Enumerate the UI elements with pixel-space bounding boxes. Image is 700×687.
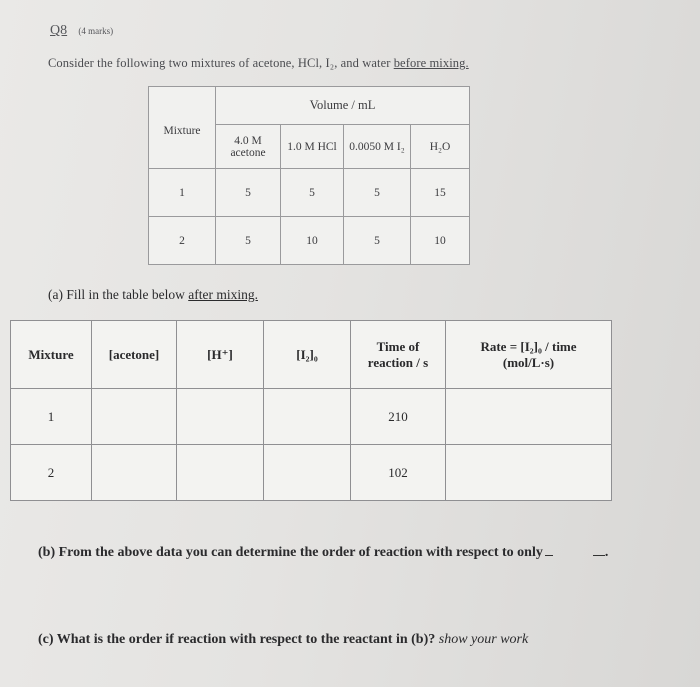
- empty-cell[interactable]: [92, 389, 177, 445]
- part-b-text: (b) From the above data you can determine the order of reaction with respect to only: [38, 545, 543, 560]
- part-b-prompt: (b) From the above data you can determine the order of reaction with respect to only .: [38, 545, 609, 560]
- row-mixture: 2: [11, 445, 92, 501]
- empty-cell[interactable]: [446, 445, 612, 501]
- question-number: Q8: [50, 23, 68, 38]
- empty-cell[interactable]: [92, 445, 177, 501]
- empty-cell[interactable]: [177, 445, 264, 501]
- row-mixture: 2: [149, 217, 216, 265]
- intro-text: [48, 56, 469, 71]
- col-iodine: 0.0050 M I₂: [344, 125, 411, 169]
- cell-value: 5: [216, 169, 281, 217]
- part-c-text: (c) What is the order if reaction with respect to the reactant in (b)?: [38, 632, 439, 647]
- header-time: Time of reaction / s: [351, 321, 446, 389]
- answer-blank[interactable]: [593, 555, 605, 556]
- part-a-underlined: after mixing.: [188, 287, 258, 302]
- table-row: [11, 445, 612, 501]
- table-row: [11, 389, 612, 445]
- intro-underlined: before mixing.: [393, 56, 469, 70]
- cell-value: 10: [281, 217, 344, 265]
- answer-blank[interactable]: [545, 555, 553, 556]
- empty-cell[interactable]: [264, 389, 351, 445]
- cell-time: 210: [351, 389, 446, 445]
- header-mixture: Mixture: [11, 321, 92, 389]
- cell-value: 5: [344, 217, 411, 265]
- cell-value: 5: [216, 217, 281, 265]
- question-header: [50, 22, 113, 39]
- part-a-main: (a) Fill in the table below: [48, 287, 189, 302]
- part-a-prompt: [48, 287, 258, 303]
- col-acetone: 4.0 M acetone: [216, 125, 281, 169]
- intro-main: Consider the following two mixtures of acetone, HCl, I₂, and water: [48, 56, 394, 70]
- cell-value: 5: [281, 169, 344, 217]
- empty-cell[interactable]: [177, 389, 264, 445]
- header-h-plus: [H⁺]: [177, 321, 264, 389]
- cell-time: 102: [351, 445, 446, 501]
- part-c-italic: show your work: [438, 632, 529, 647]
- cell-value: 5: [344, 169, 411, 217]
- volume-header: Volume / mL: [216, 87, 470, 125]
- empty-cell[interactable]: [446, 389, 612, 445]
- header-rate: Rate = [I₂]₀ / time (mol/L·s): [446, 321, 612, 389]
- row-mixture: 1: [149, 169, 216, 217]
- col-water: H₂O: [411, 125, 470, 169]
- mixture-header: Mixture: [149, 87, 216, 169]
- table-row: [149, 169, 470, 217]
- table-row: [149, 217, 470, 265]
- after-mixing-table: [10, 320, 612, 501]
- before-mixing-table: [148, 86, 470, 265]
- cell-value: 10: [411, 217, 470, 265]
- cell-value: 15: [411, 169, 470, 217]
- question-marks: (4 marks): [78, 26, 114, 36]
- header-iodine-initial: [I₂]₀: [264, 321, 351, 389]
- header-acetone: [acetone]: [92, 321, 177, 389]
- empty-cell[interactable]: [264, 445, 351, 501]
- row-mixture: 1: [11, 389, 92, 445]
- part-c-prompt: [38, 630, 638, 650]
- col-hcl: 1.0 M HCl: [281, 125, 344, 169]
